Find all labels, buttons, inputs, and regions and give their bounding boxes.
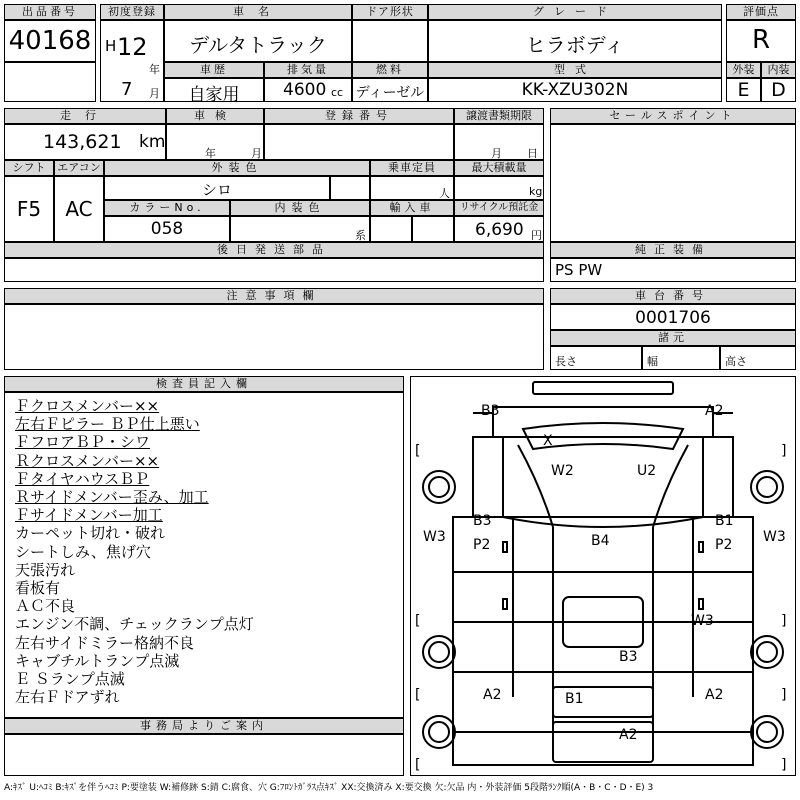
mileage-unit: km: [139, 132, 166, 152]
inspector-note: 看板有: [15, 579, 61, 597]
inspector-note: 天張汚れ: [15, 560, 76, 579]
sales-point-cell: [550, 124, 796, 242]
displacement-unit: cc: [331, 86, 344, 99]
ac-cell: [54, 176, 104, 242]
ext-color-header: 外装色: [104, 160, 370, 176]
chassis: 0001706: [635, 308, 711, 328]
damage-mark: A2: [705, 403, 724, 419]
int-color-cell: [230, 216, 370, 242]
color-no-header: カラーNo.: [104, 200, 230, 216]
damage-mark: W3: [691, 613, 714, 629]
inspection-month-unit: 月: [251, 147, 262, 160]
load-header: 最大積載量: [454, 160, 544, 176]
inspector-note: Ｅ Ｓランプ点滅: [15, 670, 125, 688]
fuel-cell: [352, 78, 428, 102]
bracket-mark: [: [415, 687, 421, 703]
color-no-cell: [104, 216, 230, 242]
lot-no-header: 出品番号: [4, 4, 96, 20]
ac-header: エアコン: [54, 160, 104, 176]
later-parts-cell: [4, 258, 544, 282]
import-header: 輸入車: [370, 200, 454, 216]
car-name-header: 車名: [164, 4, 352, 20]
inspector-note: 左右Ｆピラー ＢＰ仕上悪い: [15, 415, 200, 434]
damage-mark: A2: [483, 687, 502, 703]
era: H: [105, 37, 117, 55]
mileage-cell: [4, 124, 166, 160]
reg-no-header: 登録番号: [264, 108, 454, 124]
damage-mark: P2: [473, 537, 491, 553]
bracket-mark: [: [415, 443, 421, 459]
ext-color-cell: [104, 176, 330, 200]
model-cell: [428, 78, 722, 102]
dims-header: 諸元: [550, 330, 796, 346]
door-header: ドア形状: [352, 4, 428, 20]
transfer-day-unit: 日: [527, 147, 538, 160]
inspector-note: シートしみ、焦げ穴: [15, 542, 151, 561]
ext-color-extra-cell: [330, 176, 370, 200]
exterior-grade: E: [737, 79, 750, 101]
month-unit: 月: [149, 87, 160, 100]
grade: ヒラボディ: [525, 33, 625, 57]
truck-outline: [411, 377, 795, 775]
inspector-note: Ｒクロスメンバー××: [15, 451, 160, 470]
ac: AC: [65, 197, 93, 221]
damage-mark: U2: [637, 463, 657, 479]
length-label: 長さ: [555, 355, 577, 368]
mileage: 143,621: [43, 131, 122, 153]
damage-mark: B3: [473, 513, 492, 529]
transfer-month-unit: 月: [491, 147, 502, 160]
damage-mark: B3: [619, 649, 638, 665]
color-no: 058: [150, 219, 184, 239]
bracket-mark: ]: [781, 687, 787, 703]
recycle-unit: 円: [531, 229, 542, 242]
history-header: 車歴: [164, 62, 264, 78]
damage-diagram: [410, 376, 796, 776]
notes-header: 注意事項欄: [4, 288, 544, 304]
damage-mark: B1: [715, 513, 734, 529]
int-color-header: 内装色: [230, 200, 370, 216]
recycle: 6,690: [475, 220, 524, 240]
grade-cell: [428, 20, 722, 62]
damage-mark: X: [543, 433, 553, 449]
transfer-header: 譲渡書類期限: [454, 108, 544, 124]
inspection-cell: [166, 124, 264, 160]
damage-mark: B4: [591, 533, 610, 549]
inspector-note: Ｒサイドメンバー歪み、加工: [15, 488, 209, 506]
width-label: 幅: [647, 355, 658, 368]
import-cell-a: [370, 216, 412, 242]
inspector-note: Ｆサイドメンバー加工: [15, 506, 163, 525]
inspection-header: 車検: [166, 108, 264, 124]
lot-no-cell: [4, 20, 96, 62]
displacement: 4600: [283, 80, 327, 100]
genuine-header: 純正装備: [550, 242, 796, 258]
bracket-mark: [: [415, 757, 421, 773]
interior-grade: D: [771, 79, 786, 101]
inspector-note: ＡＣ不良: [15, 597, 76, 616]
score-cell: [726, 20, 796, 62]
inspector-note: Ｆクロスメンバー××: [15, 397, 160, 415]
damage-mark: W3: [763, 529, 786, 545]
lot-no-blank: [4, 62, 96, 102]
inspector-cell: [4, 392, 404, 718]
width-cell: [642, 346, 720, 370]
shift: F5: [16, 197, 42, 221]
int-color-unit: 系: [355, 229, 366, 242]
inspector-note: キャブチルトランプ点滅: [15, 651, 180, 670]
transfer-cell: [454, 124, 544, 160]
grade-header: グレード: [428, 4, 722, 20]
genuine-cell: [550, 258, 796, 282]
damage-mark: B1: [565, 691, 584, 707]
history-cell: [164, 78, 264, 105]
damage-mark: W3: [423, 529, 446, 545]
import-cell-b: [412, 216, 454, 242]
bracket-mark: [: [415, 613, 421, 629]
load-unit: kg: [529, 185, 543, 198]
score: R: [751, 25, 771, 55]
office-header: 事務局よりご案内: [4, 718, 404, 734]
damage-mark: B3: [481, 403, 500, 419]
shift-header: シフト: [4, 160, 54, 176]
displacement-header: 排気量: [264, 62, 352, 78]
later-parts-header: 後日発送部品: [4, 242, 544, 258]
sales-point-header: セールスポイント: [550, 108, 796, 124]
chassis-header: 車台番号: [550, 288, 796, 304]
first-reg-header: 初度登録: [100, 4, 164, 20]
damage-mark: A2: [619, 727, 638, 743]
reg-no-cell: [264, 124, 454, 160]
car-name-cell: [164, 20, 352, 62]
first-reg-cell: [100, 20, 164, 102]
inspection-year-unit: 年: [205, 147, 216, 160]
mileage-header: 走行: [4, 108, 166, 124]
interior-cell: [761, 78, 796, 102]
ext-color: シロ: [201, 181, 232, 199]
inspector-header: 検査員記入欄: [4, 376, 404, 392]
load-cell: [454, 176, 544, 200]
bracket-mark: ]: [781, 443, 787, 459]
capacity-cell: [370, 176, 454, 200]
fuel: ディーゼル: [355, 85, 425, 101]
inspector-note: カーペット切れ・破れ: [15, 524, 166, 543]
displacement-cell: [264, 78, 352, 102]
chassis-cell: [550, 304, 796, 330]
history: 自家用: [188, 85, 240, 105]
exterior-header: 外装: [726, 62, 761, 78]
recycle-header: リサイクル預託金: [454, 200, 544, 216]
capacity-header: 乗車定員: [370, 160, 454, 176]
inspector-note: ＦフロアＢＰ・シワ: [15, 433, 151, 452]
legend: A:ｷｽﾞ U:ﾍｺﾐ B:ｷｽﾞを伴うﾍｺﾐ P:要塗装 W:補修跡 S:錆 C:腐食、穴 G:ﾌﾛﾝﾄｶﾞﾗｽ点ｷｽﾞ XX:交換済み X:要交換 欠:欠品 内・外装評価 5段階ﾗﾝｸ順(A・B・C・D・E) 3: [4, 783, 654, 793]
year-unit: 年: [149, 63, 160, 76]
fuel-header: 燃料: [352, 62, 428, 78]
damage-mark: W2: [551, 463, 574, 479]
notes-cell: [4, 304, 544, 370]
first-reg-month: 7: [121, 79, 133, 100]
height-label: 高さ: [725, 355, 747, 368]
recycle-cell: [454, 216, 544, 242]
bracket-mark: ]: [781, 757, 787, 773]
office-cell: [4, 734, 404, 776]
inspector-note: 左右Ｆドアずれ: [15, 688, 120, 707]
inspector-note: ＦタイヤハウスＢＰ: [15, 469, 150, 488]
car-name: デルタトラック: [189, 33, 327, 57]
damage-mark: A2: [705, 687, 724, 703]
bracket-mark: ]: [781, 613, 787, 629]
exterior-cell: [726, 78, 761, 102]
shift-cell: [4, 176, 54, 242]
damage-mark: P2: [715, 537, 733, 553]
inspector-note: エンジン不調、チェックランプ点灯: [15, 615, 254, 634]
door-cell: [352, 20, 428, 62]
score-header: 評価点: [726, 4, 796, 20]
height-cell: [720, 346, 796, 370]
model: KK-XZU302N: [521, 80, 629, 100]
inspector-note: 左右サイドミラー格納不良: [15, 633, 194, 652]
model-header: 型式: [428, 62, 722, 78]
first-reg-year: 12: [117, 33, 148, 61]
lot-no: 40168: [8, 26, 92, 56]
interior-header: 内装: [761, 62, 796, 78]
length-cell: [550, 346, 642, 370]
capacity-unit: 人: [439, 187, 450, 200]
genuine: PS PW: [555, 261, 603, 279]
